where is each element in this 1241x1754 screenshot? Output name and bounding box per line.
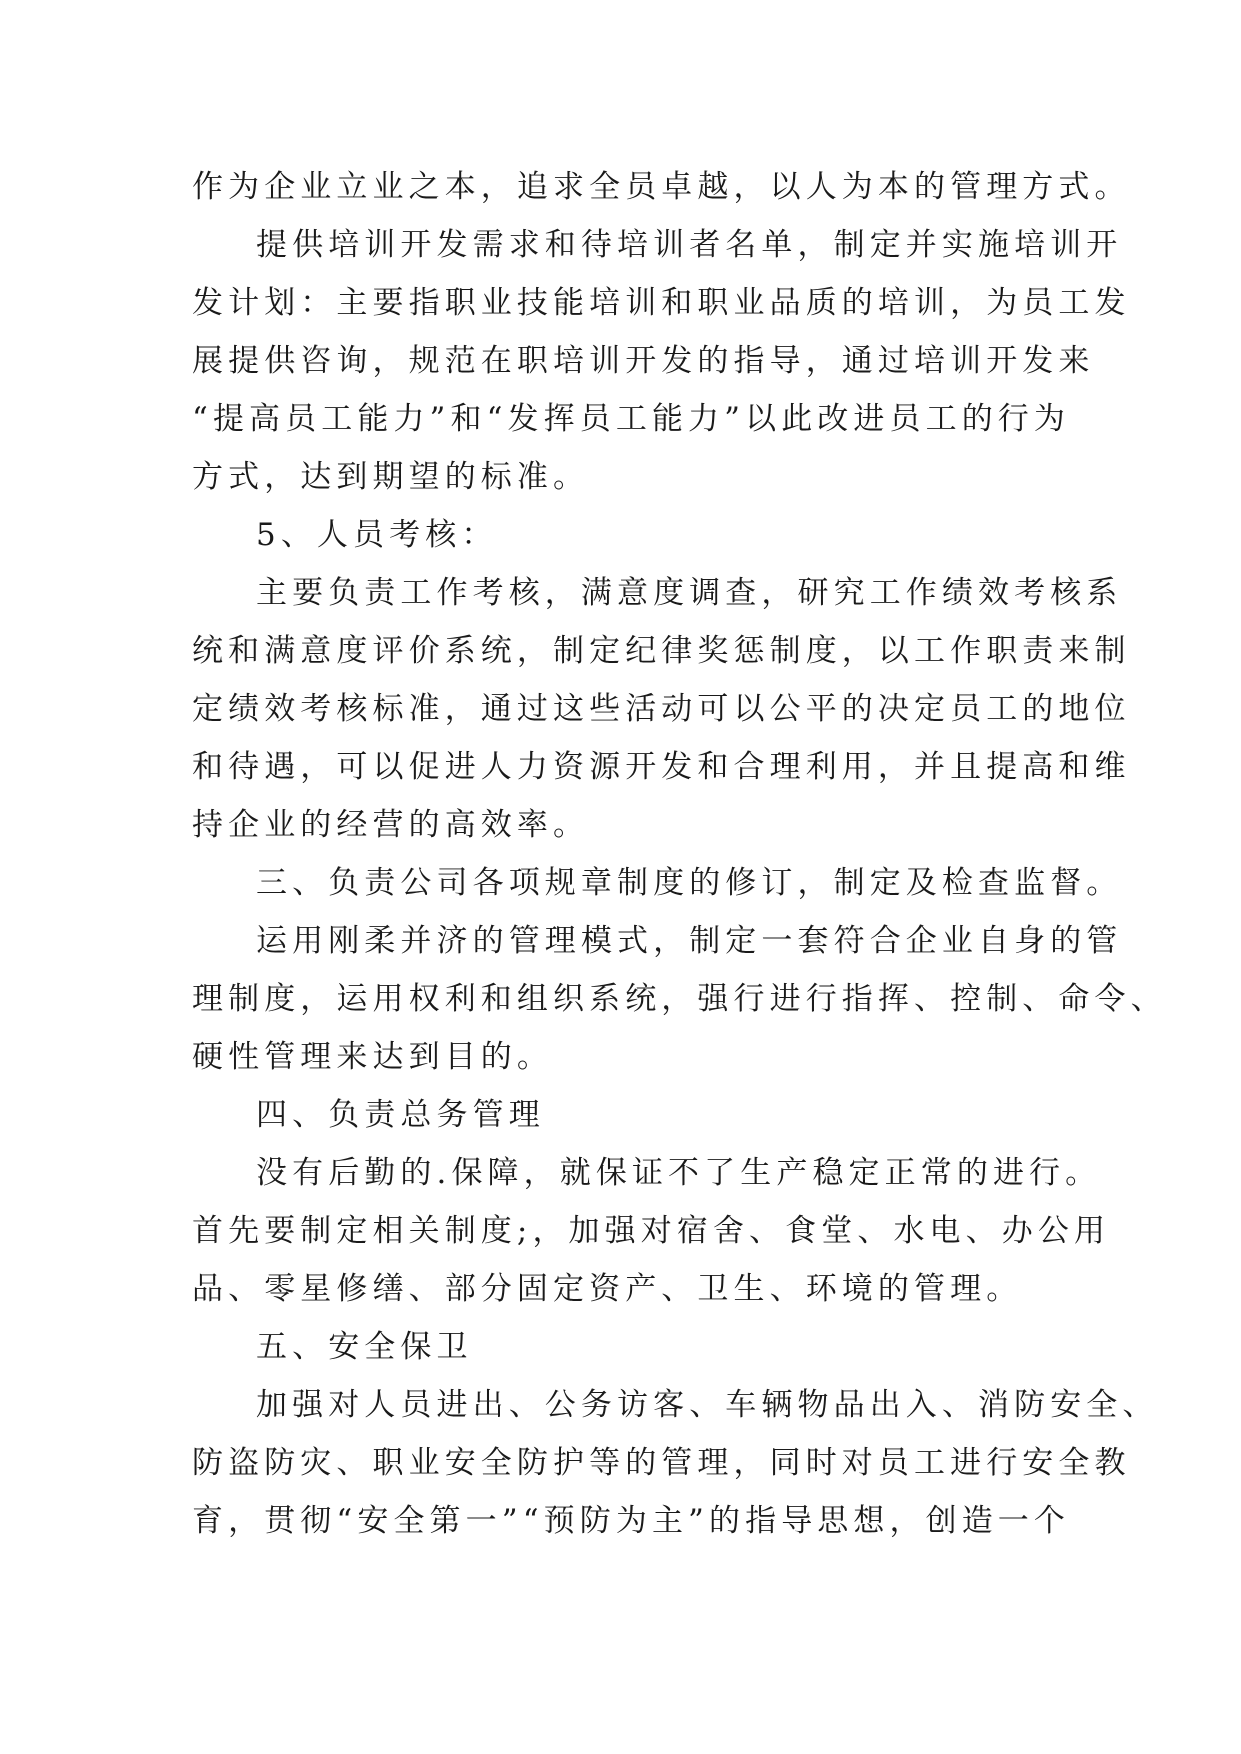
text-line-4: 展提供咨询，规范在职培训开发的指导，通过培训开发来: [192, 343, 1095, 379]
text-line-23: 防盗防灾、职业安全防护等的管理，同时对员工进行安全教: [192, 1445, 1131, 1481]
text-line-3: 发计划：主要指职业技能培训和职业品质的培训，为员工发: [192, 285, 1131, 321]
text-line-24: 育，贯彻“安全第一”“预防为主”的指导思想，创造一个: [192, 1503, 1070, 1539]
section-heading-security: 五、安全保卫: [256, 1329, 473, 1365]
text-line-12: 持企业的经营的高效率。: [192, 807, 590, 843]
text-line-1: 作为企业立业之本，追求全员卓越，以人为本的管理方式。: [192, 169, 1131, 205]
text-line-10: 定绩效考核标准，通过这些活动可以公平的决定员工的地位: [192, 691, 1131, 727]
text-line-16: 硬性管理来达到目的。: [192, 1039, 553, 1075]
text-line-20: 品、零星修缮、部分固定资产、卫生、环境的管理。: [192, 1271, 1023, 1307]
document-page: [192, 158, 1167, 1550]
section-heading-general-affairs: 四、负责总务管理: [256, 1097, 545, 1133]
text-line-18: 没有后勤的.保障，就保证不了生产稳定正常的进行。: [256, 1155, 1102, 1191]
text-line-6: 方式，达到期望的标准。: [192, 459, 590, 495]
text-line-14: 运用刚柔并济的管理模式，制定一套符合企业自身的管: [256, 923, 1123, 959]
text-line-8: 主要负责工作考核，满意度调查，研究工作绩效考核系: [256, 575, 1123, 611]
text-line-5: “提高员工能力”和“发挥员工能力”以此改进员工的行为: [192, 401, 1070, 437]
text-line-15: 理制度，运用权利和组织系统，强行进行指挥、控制、命令、: [192, 981, 1167, 1017]
text-line-9: 统和满意度评价系统，制定纪律奖惩制度，以工作职责来制: [192, 633, 1131, 669]
text-line-19: 首先要制定相关制度;，加强对宿舍、食堂、水电、办公用: [192, 1213, 1111, 1249]
section-heading-regulations: 三、负责公司各项规章制度的修订，制定及检查监督。: [256, 865, 1123, 901]
text-line-22: 加强对人员进出、公务访客、车辆物品出入、消防安全、: [256, 1387, 1159, 1423]
text-line-2: 提供培训开发需求和待培训者名单，制定并实施培训开: [256, 227, 1123, 263]
section-heading-personnel-assessment: 5、人员考核：: [256, 517, 498, 553]
text-line-11: 和待遇，可以促进人力资源开发和合理利用，并且提高和维: [192, 749, 1131, 785]
